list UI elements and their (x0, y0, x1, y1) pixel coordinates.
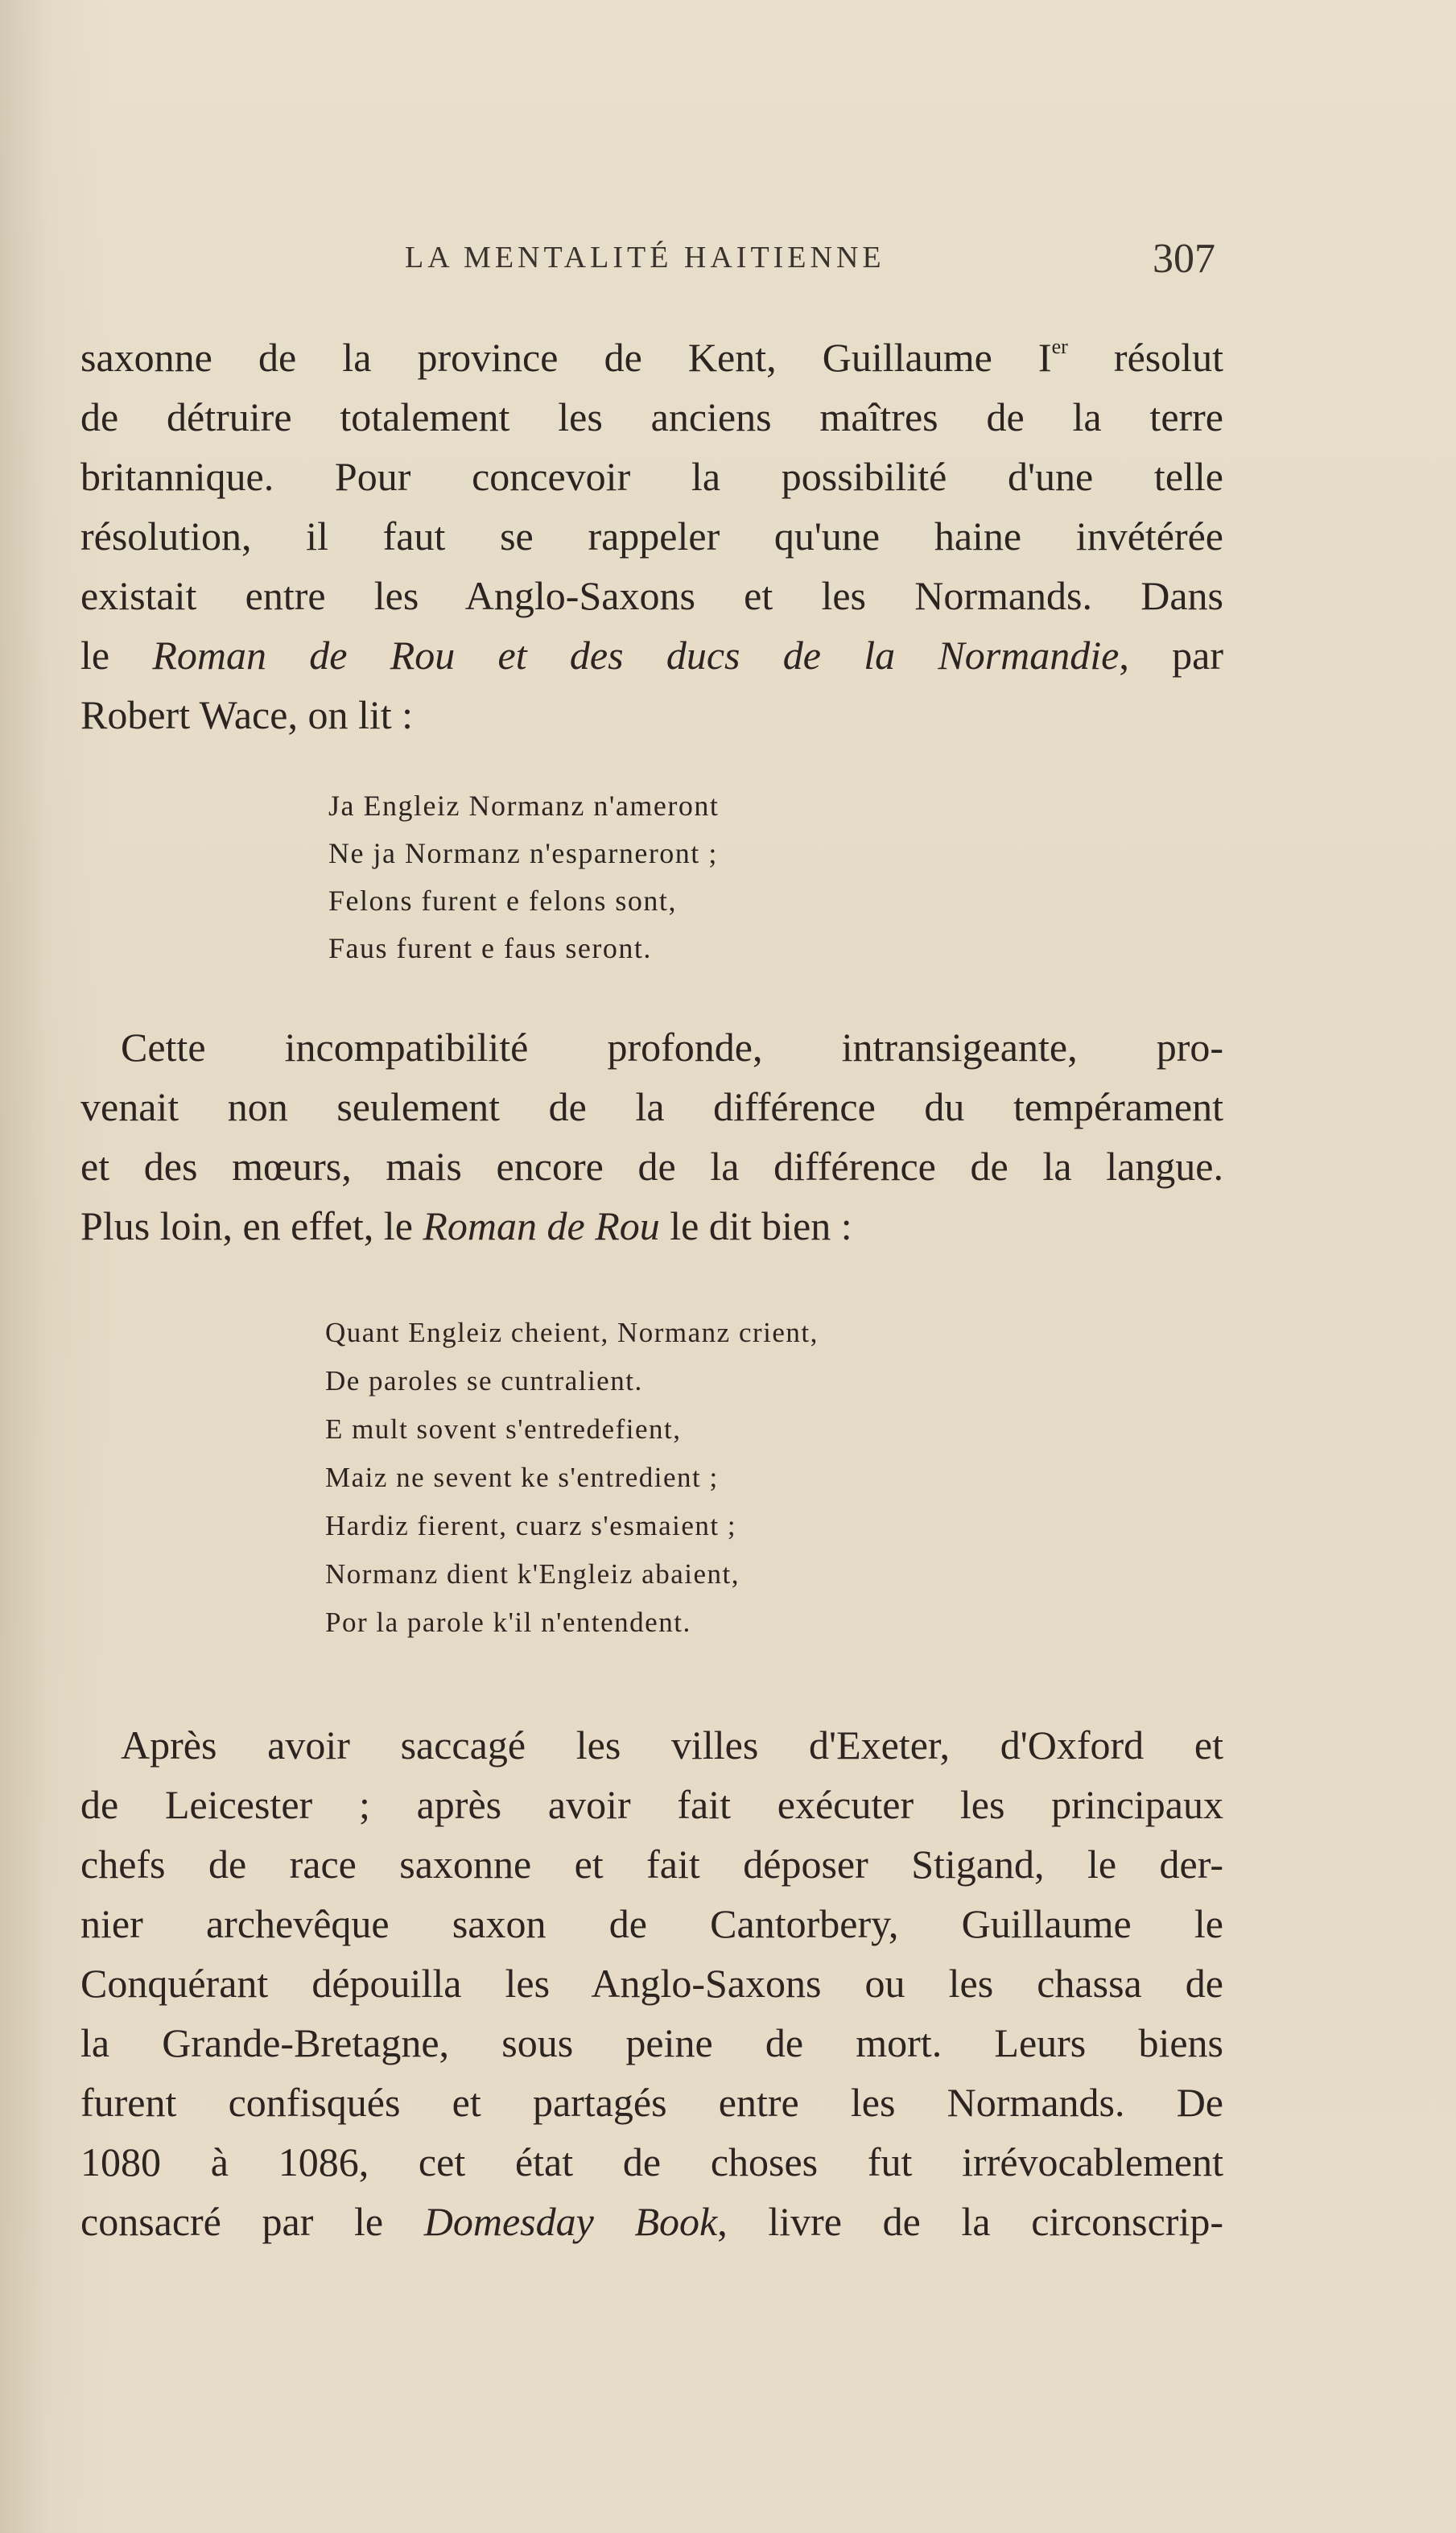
text-line: furent confisqués et partagés entre les Normands. De (80, 2080, 1223, 2125)
book-title-italic: Domesday Book (423, 2199, 718, 2244)
verse-line: Felons furent e felons sont, (328, 885, 677, 917)
text-line: Robert Wace, on lit : (80, 692, 414, 737)
book-title-italic: Roman de Rou (423, 1203, 660, 1248)
page-number: 307 (1153, 236, 1215, 282)
verse-line: E mult sovent s'entredefient, (325, 1413, 682, 1445)
text-line: 1080 à 1086, cet état de choses fut irrévocablement (80, 2139, 1223, 2184)
text-line: venait non seulement de la différence du tempérament (80, 1084, 1223, 1129)
text-line: consacré par le Domesday Book, livre de la circonscrip- (80, 2199, 1223, 2244)
verse-line: Maiz ne sevent ke s'entredient ; (325, 1462, 719, 1493)
text-line: de détruire totalement les anciens maîtres de la terre (80, 394, 1223, 439)
verse-line: Hardiz fierent, cuarz s'esmaient ; (325, 1510, 737, 1541)
verse-line: Faus furent e faus seront. (328, 932, 652, 964)
text-line: britannique. Pour concevoir la possibilité d'une telle (80, 454, 1223, 499)
text-line: résolution, il faut se rappeler qu'une haine invétérée (80, 514, 1223, 559)
text-line: de Leicester ; après avoir fait exécuter les principaux (80, 1782, 1223, 1827)
paragraph-3 (80, 1715, 1223, 2251)
text-line: Conquérant dépouilla les Anglo-Saxons ou les chassa de (80, 1961, 1223, 2006)
text-line: Cette incompatibilité profonde, intransigeante, pro- (121, 1025, 1223, 1070)
text-line: chefs de race saxonne et fait déposer Stigand, le der- (80, 1842, 1223, 1887)
verse-line: Normanz dient k'Engleiz abaient, (325, 1558, 740, 1590)
verse-line: Por la parole k'il n'entendent. (325, 1607, 691, 1638)
text-line: existait entre les Anglo-Saxons et les Normands. Dans (80, 573, 1223, 618)
text-line: Plus loin, en effet, le Roman de Rou le dit bien : (80, 1203, 852, 1248)
running-title: LA MENTALITÉ HAITIENNE (405, 241, 885, 274)
paragraph-1 (80, 328, 1223, 745)
book-title-italic: Roman de Rou et des ducs de la Normandie (152, 633, 1120, 678)
text-line: et des mœurs, mais encore de la différence de la langue. (80, 1144, 1223, 1189)
text-line: la Grande-Bretagne, sous peine de mort. Leurs biens (80, 2020, 1223, 2065)
verse-line: Quant Engleiz cheient, Normanz crient, (325, 1317, 819, 1348)
text-line: Après avoir saccagé les villes d'Exeter, d'Oxford et (121, 1722, 1223, 1768)
verse-quote-1 (328, 782, 719, 972)
verse-line: Ne ja Normanz n'esparneront ; (328, 837, 718, 869)
text-line: nier archevêque saxon de Cantorbery, Guillaume le (80, 1901, 1223, 1946)
verse-line: De paroles se cuntralient. (325, 1365, 643, 1396)
text-line: saxonne de la province de Kent, Guillaume Ier résolut (80, 335, 1223, 380)
verse-quote-2 (325, 1309, 819, 1647)
verse-line: Ja Engleiz Normanz n'ameront (328, 790, 720, 822)
text-line: le Roman de Rou et des ducs de la Normandie, par (80, 633, 1224, 678)
paragraph-2 (80, 1017, 1223, 1256)
